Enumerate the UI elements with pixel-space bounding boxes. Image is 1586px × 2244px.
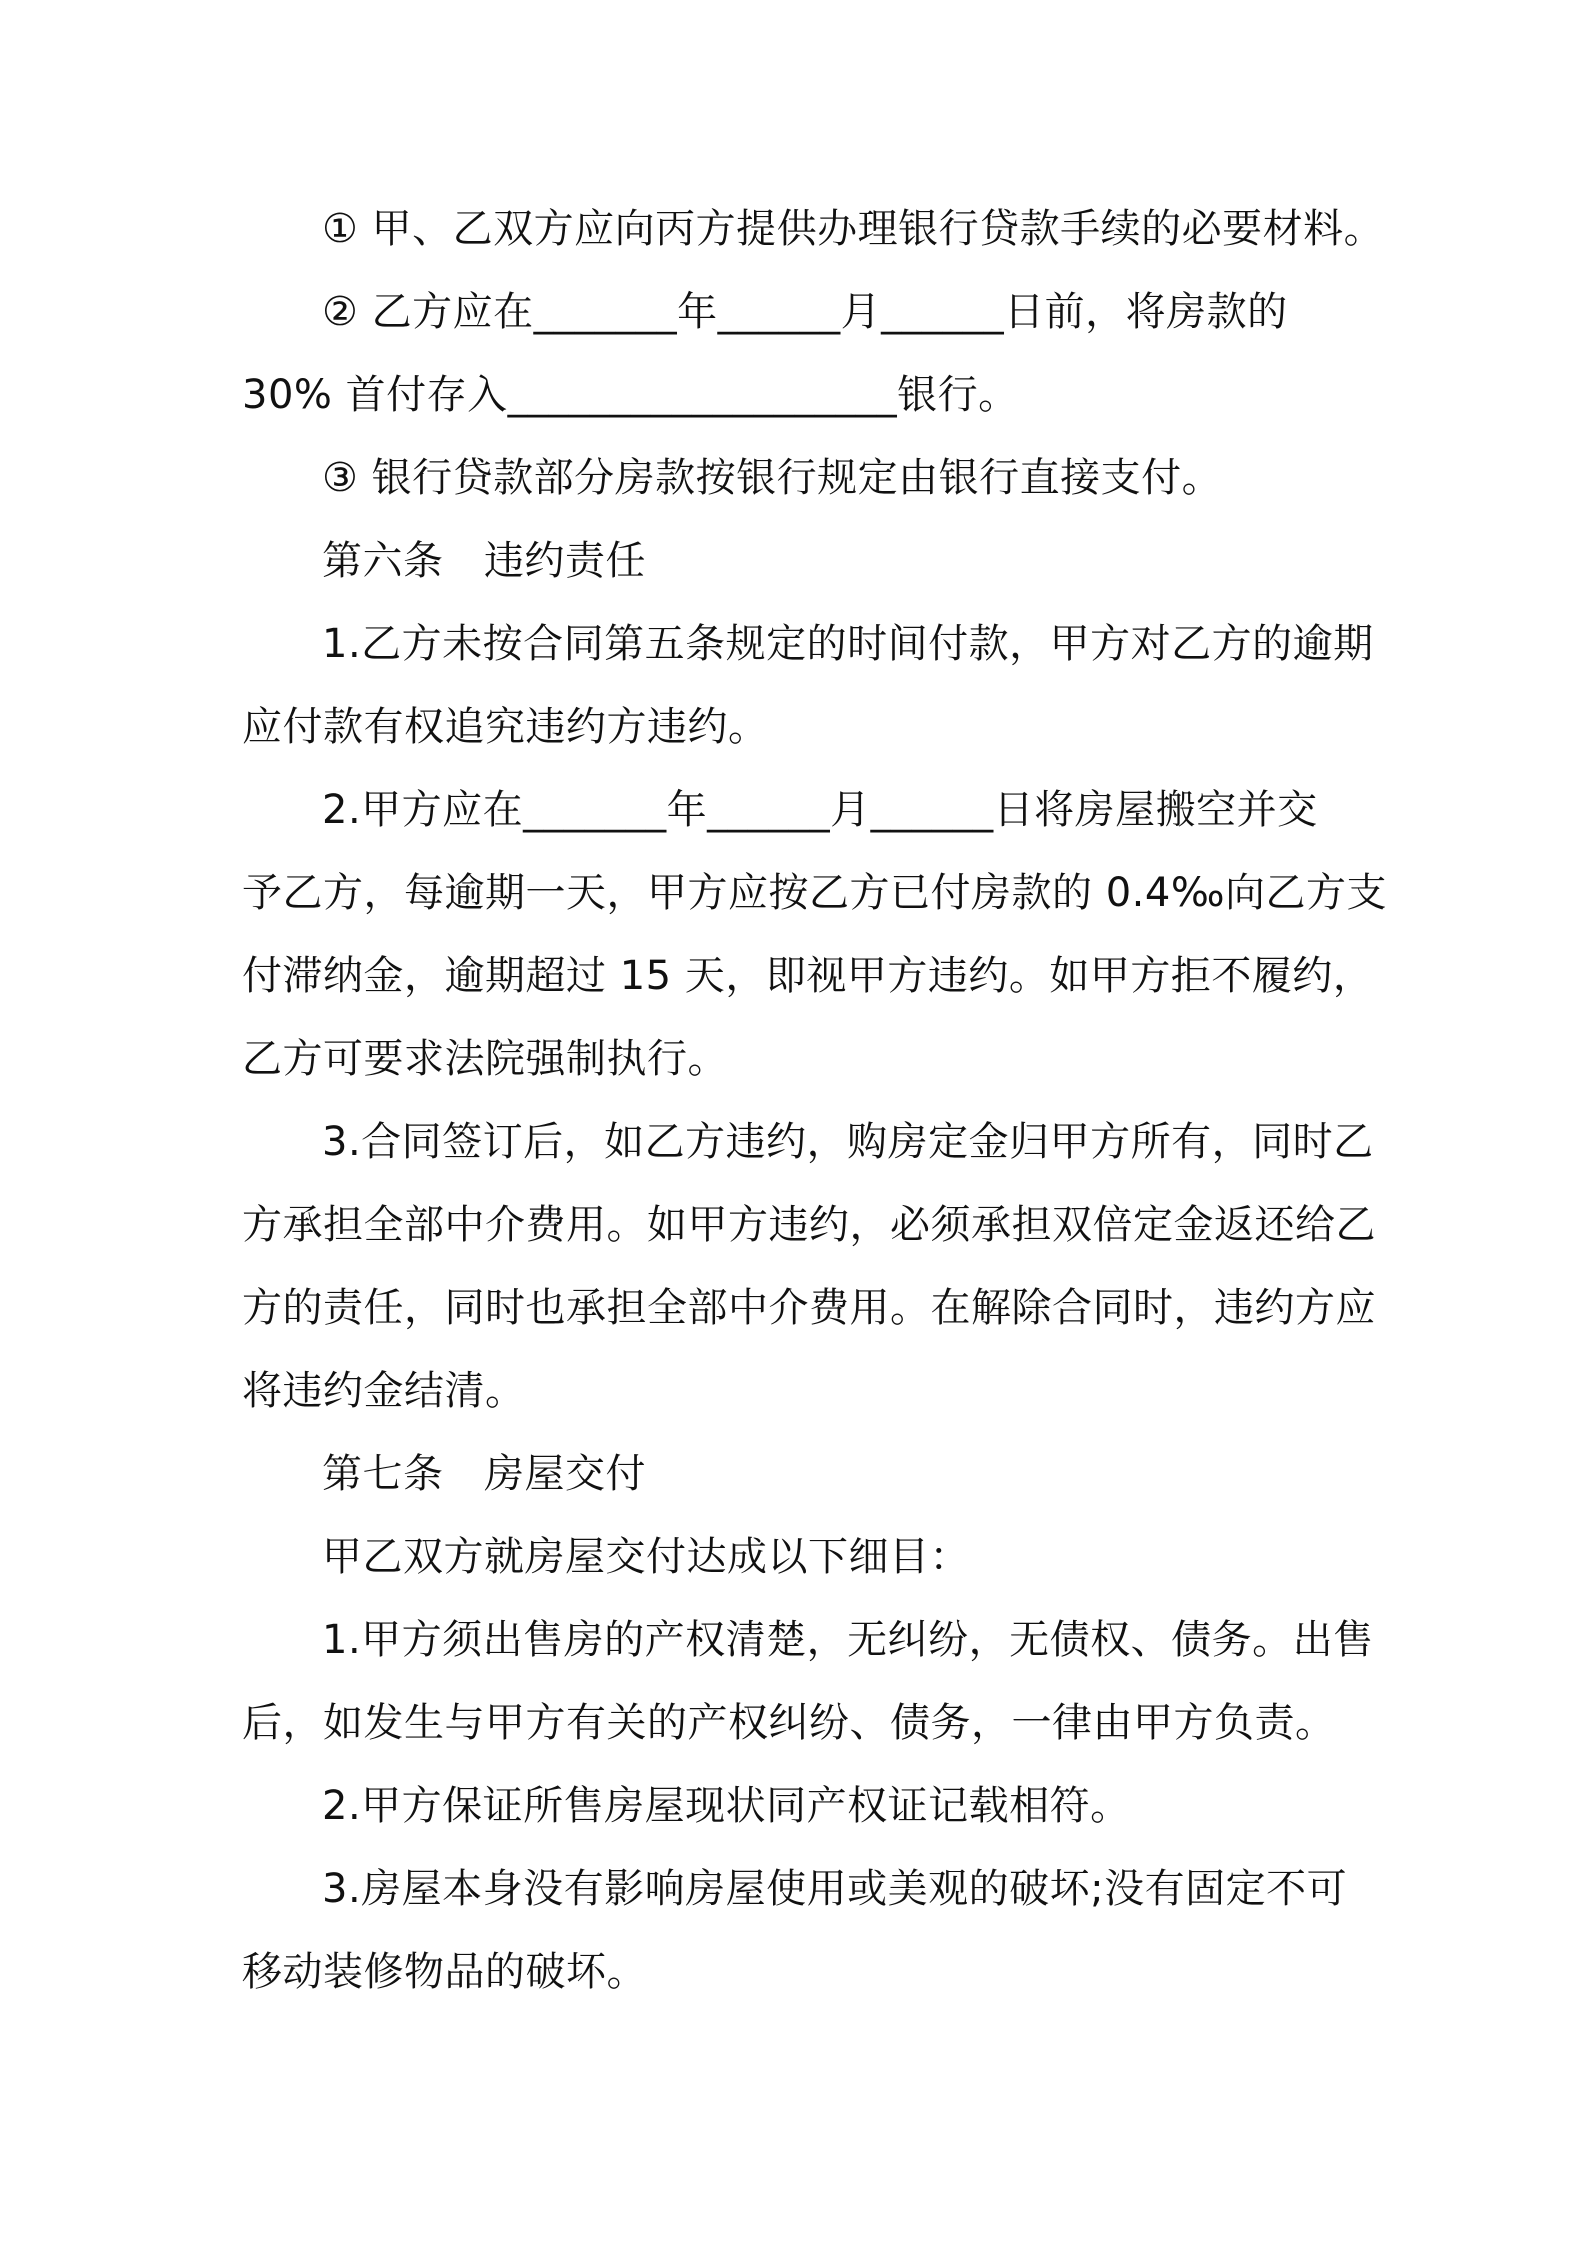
article-6-para-3-cont-3: 将违约金结清。: [242, 1368, 526, 1414]
article-7-para-2: 2.甲方保证所售房屋现状同产权证记载相符。: [322, 1783, 1131, 1829]
article-7-intro: 甲乙双方就房屋交付达成以下细目：: [322, 1534, 970, 1580]
article-7-heading: 第七条 房屋交付: [322, 1451, 646, 1497]
article-6-para-2-cont-3: 乙方可要求法院强制执行。: [242, 1036, 728, 1082]
article-6-para-3: 3.合同签订后，如乙方违约，购房定金归甲方所有，同时乙: [322, 1119, 1374, 1165]
article-6-para-2: 2.甲方应在_______年______月______日将房屋搬空并交: [322, 787, 1318, 833]
article-6-heading: 第六条 违约责任: [322, 538, 646, 584]
clause-item-1: ① 甲、乙双方应向丙方提供办理银行贷款手续的必要材料。: [322, 206, 1385, 252]
article-6-para-1-cont: 应付款有权追究违约方违约。: [242, 704, 769, 750]
clause-item-2-cont: 30% 首付存入___________________银行。: [242, 372, 1019, 418]
article-7-para-3: 3.房屋本身没有影响房屋使用或美观的破坏;没有固定不可: [322, 1866, 1348, 1912]
article-6-para-2-cont-1: 予乙方，每逾期一天，甲方应按乙方已付房款的 0.4‰向乙方支: [242, 870, 1387, 916]
article-7-para-1: 1.甲方须出售房的产权清楚，无纠纷，无债权、债务。出售: [322, 1617, 1374, 1663]
article-6-para-2-cont-2: 付滞纳金，逾期超过 15 天，即视甲方违约。如甲方拒不履约，: [242, 953, 1374, 999]
article-7-para-3-cont: 移动装修物品的破坏。: [242, 1949, 647, 1995]
article-6-para-1: 1.乙方未按合同第五条规定的时间付款，甲方对乙方的逾期: [322, 621, 1374, 667]
article-7-para-1-cont: 后，如发生与甲方有关的产权纠纷、债务，一律由甲方负责。: [242, 1700, 1336, 1746]
clause-item-3: ③ 银行贷款部分房款按银行规定由银行直接支付。: [322, 455, 1223, 501]
article-6-para-3-cont-1: 方承担全部中介费用。如甲方违约，必须承担双倍定金返还给乙: [242, 1202, 1376, 1248]
article-6-para-3-cont-2: 方的责任，同时也承担全部中介费用。在解除合同时，违约方应: [242, 1285, 1376, 1331]
clause-item-2: ② 乙方应在_______年______月______日前，将房款的: [322, 289, 1288, 335]
